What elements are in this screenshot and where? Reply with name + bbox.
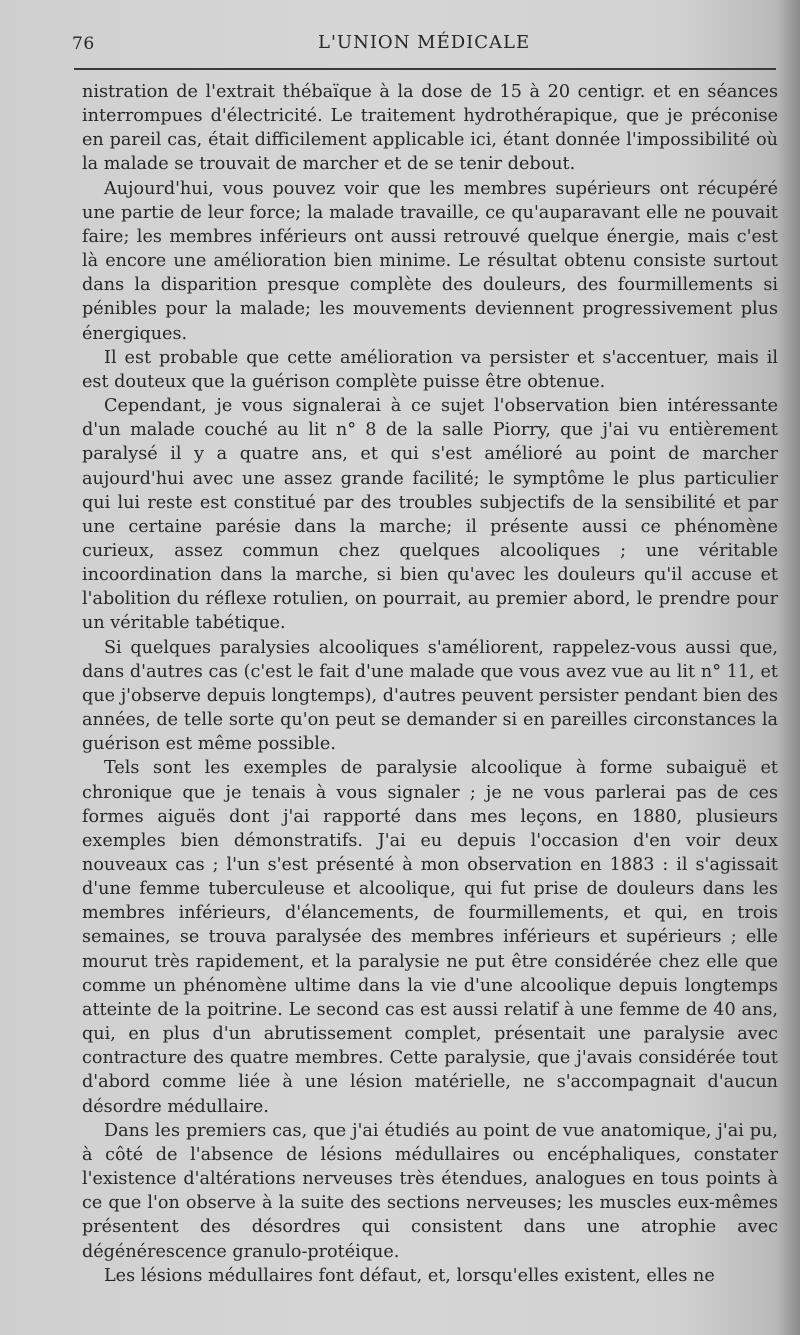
- paragraph: Si quelques paralysies alcooliques s'améliorent, rappelez-vous aussi que, dans d'autres cas (c'est le fait d'une malade que vous avez vue au lit n° 11, et que j'observe depuis longtemps), d'autres peuvent persister pendant bien des années, de telle sorte qu'on peut se demander si en pareilles circonstances la guérison est même possible.: [82, 637, 778, 755]
- paragraph: Dans les premiers cas, que j'ai étudiés au point de vue anatomique, j'ai pu, à côté de l'absence de lésions médullaires ou encéphaliques, constater l'existence d'altérations nerveuses très étendues, analogues en tous points à ce que l'on observe à la suite des sections nerveuses; les muscles eux-mêmes présentent des désordres qui consistent dans une atrophie avec dégénérescence granulo-protéique.: [82, 1120, 778, 1262]
- page-header: [72, 28, 778, 54]
- page-number: 76: [72, 34, 95, 54]
- paragraph: Aujourd'hui, vous pouvez voir que les membres supérieurs ont récupéré une partie de leur force; la malade travaille, ce qu'auparavant elle ne pouvait faire; les membres inférieurs ont aussi retrouvé quelque énergie, mais c'est là encore une amélioration bien minime. Le résultat obtenu consiste surtout dans la disparition presque complète des douleurs, des fourmillements si pénibles pour la malade; les mouvements deviennent progressivement plus énergiques.: [82, 178, 778, 344]
- paragraph-continued: nistration de l'extrait thébaïque à la dose de 15 à 20 centigr. et en séances interrompues d'électricité. Le traitement hydrothérapique, que je préconise en pareil cas, était difficilement applicable ici, étant donnée l'impossibilité où la malade se trouvait de marcher et de se tenir debout.: [82, 82, 778, 175]
- header-rule: [74, 68, 776, 70]
- paragraph: Les lésions médullaires font défaut, et, lorsqu'elles existent, elles ne: [104, 1265, 715, 1286]
- text-body: [82, 80, 778, 1288]
- paragraph: Tels sont les exemples de paralysie alcoolique à forme subaiguë et chronique que je tenais à vous signaler ; je ne vous parlerai pas de ces formes aiguës dont j'ai rapporté dans mes leçons, en 1880, plusieurs exemples bien démonstratifs. J'ai eu depuis l'occasion d'en voir deux nouveaux cas ; l'un s'est présenté à mon observation en 1883 : il s'agissait d'une femme tuberculeuse et alcoolique, qui fut prise de douleurs dans les membres inférieurs, d'élancements, de fourmillements, et qui, en trois semaines, se trouva paralysée des membres inférieurs et supérieurs ; elle mourut très rapidement, et la paralysie ne put être considérée chez elle que comme un phénomène ultime dans la vie d'une alcoolique depuis longtemps atteinte de la poitrine. Le second cas est aussi relatif à une femme de 40 ans, qui, en plus d'un abrutissement complet, présentait une paralysie avec contracture des quatre membres. Cette paralysie, que j'avais considérée tout d'abord comme liée à une lésion matérielle, ne s'accompagnait d'aucun désordre médullaire.: [82, 758, 778, 1117]
- running-title: L'UNION MÉDICALE: [318, 32, 531, 53]
- paragraph: Cependant, je vous signalerai à ce sujet l'observation bien intéressante d'un malade couché au lit n° 8 de la salle Piorry, que j'ai vu entièrement paralysé il y a quatre ans, et qui s'est amélioré au point de marcher aujourd'hui avec une assez grande facilité; le symptôme le plus particulier qui lui reste est constitué par des troubles subjectifs de la sensibilité et par une certaine parésie dans la marche; il présente aussi ce phénomène curieux, assez commun chez quelques alcooliques ; une véritable incoordination dans la marche, si bien qu'avec les douleurs qu'il accuse et l'abolition du réflexe rotulien, on pourrait, au premier abord, le prendre pour un véritable tabétique.: [82, 396, 778, 634]
- paragraph: Il est probable que cette amélioration va persister et s'accentuer, mais il est douteux que la guérison complète puisse être obtenue.: [82, 347, 778, 392]
